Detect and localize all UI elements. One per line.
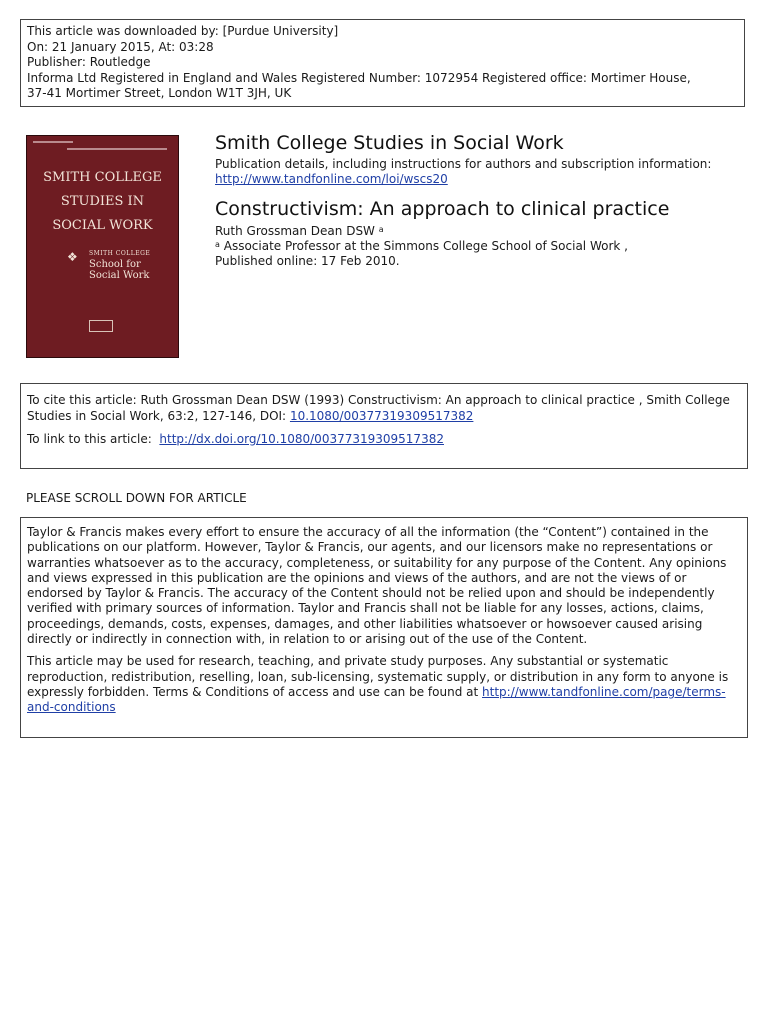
download-line-1: This article was downloaded by: [Purdue University]	[27, 24, 339, 38]
journal-title: Smith College Studies in Social Work	[215, 132, 564, 154]
cover-publisher-small: SMITH COLLEGE	[89, 250, 151, 257]
affiliation-superscript: a	[215, 240, 220, 249]
scroll-down-notice: PLEASE SCROLL DOWN FOR ARTICLE	[26, 491, 247, 505]
download-line-3: Publisher: Routledge	[27, 55, 151, 69]
cover-title-line-3: SOCIAL WORK	[52, 218, 153, 233]
cover-title-line-2: STUDIES IN	[60, 194, 145, 209]
author-block	[215, 224, 628, 269]
download-line-5: 37-41 Mortimer Street, London W1T 3JH, UK	[27, 86, 292, 100]
journal-url-link[interactable]: http://www.tandfonline.com/loi/wscs20	[215, 172, 448, 186]
citation-box	[20, 383, 748, 469]
citation-row	[27, 392, 741, 424]
journal-cover-image	[26, 135, 179, 358]
article-link-row	[27, 431, 741, 447]
download-line-2: On: 21 January 2015, At: 03:28	[27, 39, 214, 54]
doi-link[interactable]: 10.1080/00377319309517382	[289, 409, 474, 423]
cover-publisher-line-2: Social Work	[89, 270, 150, 281]
cover-publisher	[89, 248, 169, 281]
disclaimer-paragraph-1: Taylor & Francis makes every effort to ensure the accuracy of all the information (the “Content”) contained in the publications on our platform. However, Taylor & Francis, our agents, and our licensors make no representations or warranties whatsoever as to the accuracy, completeness, or suitability for any purpose of the Content. Any opinions and views expressed in this publication are the opinions and views of the authors, and are not the views of or endorsed by Taylor & Francis. The accuracy of the Content should not be relied upon and should be independently verified with primary sources of information. Taylor and Francis shall not be liable for any losses, actions, claims, proceedings, demands, costs, expenses, damages, and other liabilities whatsoever or howsoever caused arising directly or indirectly in connection with, in relation to or arising out of the use of the Content.	[27, 525, 727, 647]
article-url-link[interactable]: http://dx.doi.org/10.1080/00377319309517382	[159, 432, 444, 446]
terms-conditions-link[interactable]: http://www.tandfonline.com/page/terms-and-conditions	[27, 684, 726, 715]
author-superscript: a	[378, 225, 384, 234]
download-line-4: Informa Ltd Registered in England and Wales Registered Number: 1072954 Registered office: Mortimer House,	[27, 70, 691, 85]
author-name-row	[215, 224, 628, 239]
cover-logo-icon	[89, 320, 113, 332]
affiliation-text: Associate Professor at the Simmons College School of Social Work ,	[223, 239, 628, 253]
affiliation-row	[215, 239, 628, 254]
publication-details	[215, 157, 711, 187]
citation-text: To cite this article: Ruth Grossman Dean DSW (1993) Constructivism: An approach to clinical practice , Smith College Studies in Social Work, 63:2, 127-146, DOI:	[27, 393, 730, 423]
article-title: Constructivism: An approach to clinical practice	[215, 198, 670, 220]
disclaimer-paragraph-2	[27, 654, 741, 715]
cover-emblem-icon: ❖	[67, 250, 78, 264]
download-info-box	[20, 19, 745, 107]
article-link-label: To link to this article:	[27, 432, 152, 446]
author-name: Ruth Grossman Dean DSW	[215, 224, 375, 238]
cover-title-line-1: SMITH COLLEGE	[43, 170, 162, 185]
cover-publisher-line-1: School for	[89, 259, 141, 270]
publication-details-text: Publication details, including instructions for authors and subscription information:	[215, 157, 712, 171]
disclaimer-paragraph-2-text: This article may be used for research, teaching, and private study purposes. Any substantial or systematic reproduction, redistribution, reselling, loan, sub-licensing, systematic supply, or distribution in any form to anyone is expressly forbidden. Terms & Conditions of access and use can be found at	[27, 654, 729, 699]
cover-rule-1	[33, 141, 73, 143]
cover-rule-2	[67, 148, 167, 150]
published-date: Published online: 17 Feb 2010.	[215, 254, 400, 268]
disclaimer-box	[20, 517, 748, 738]
